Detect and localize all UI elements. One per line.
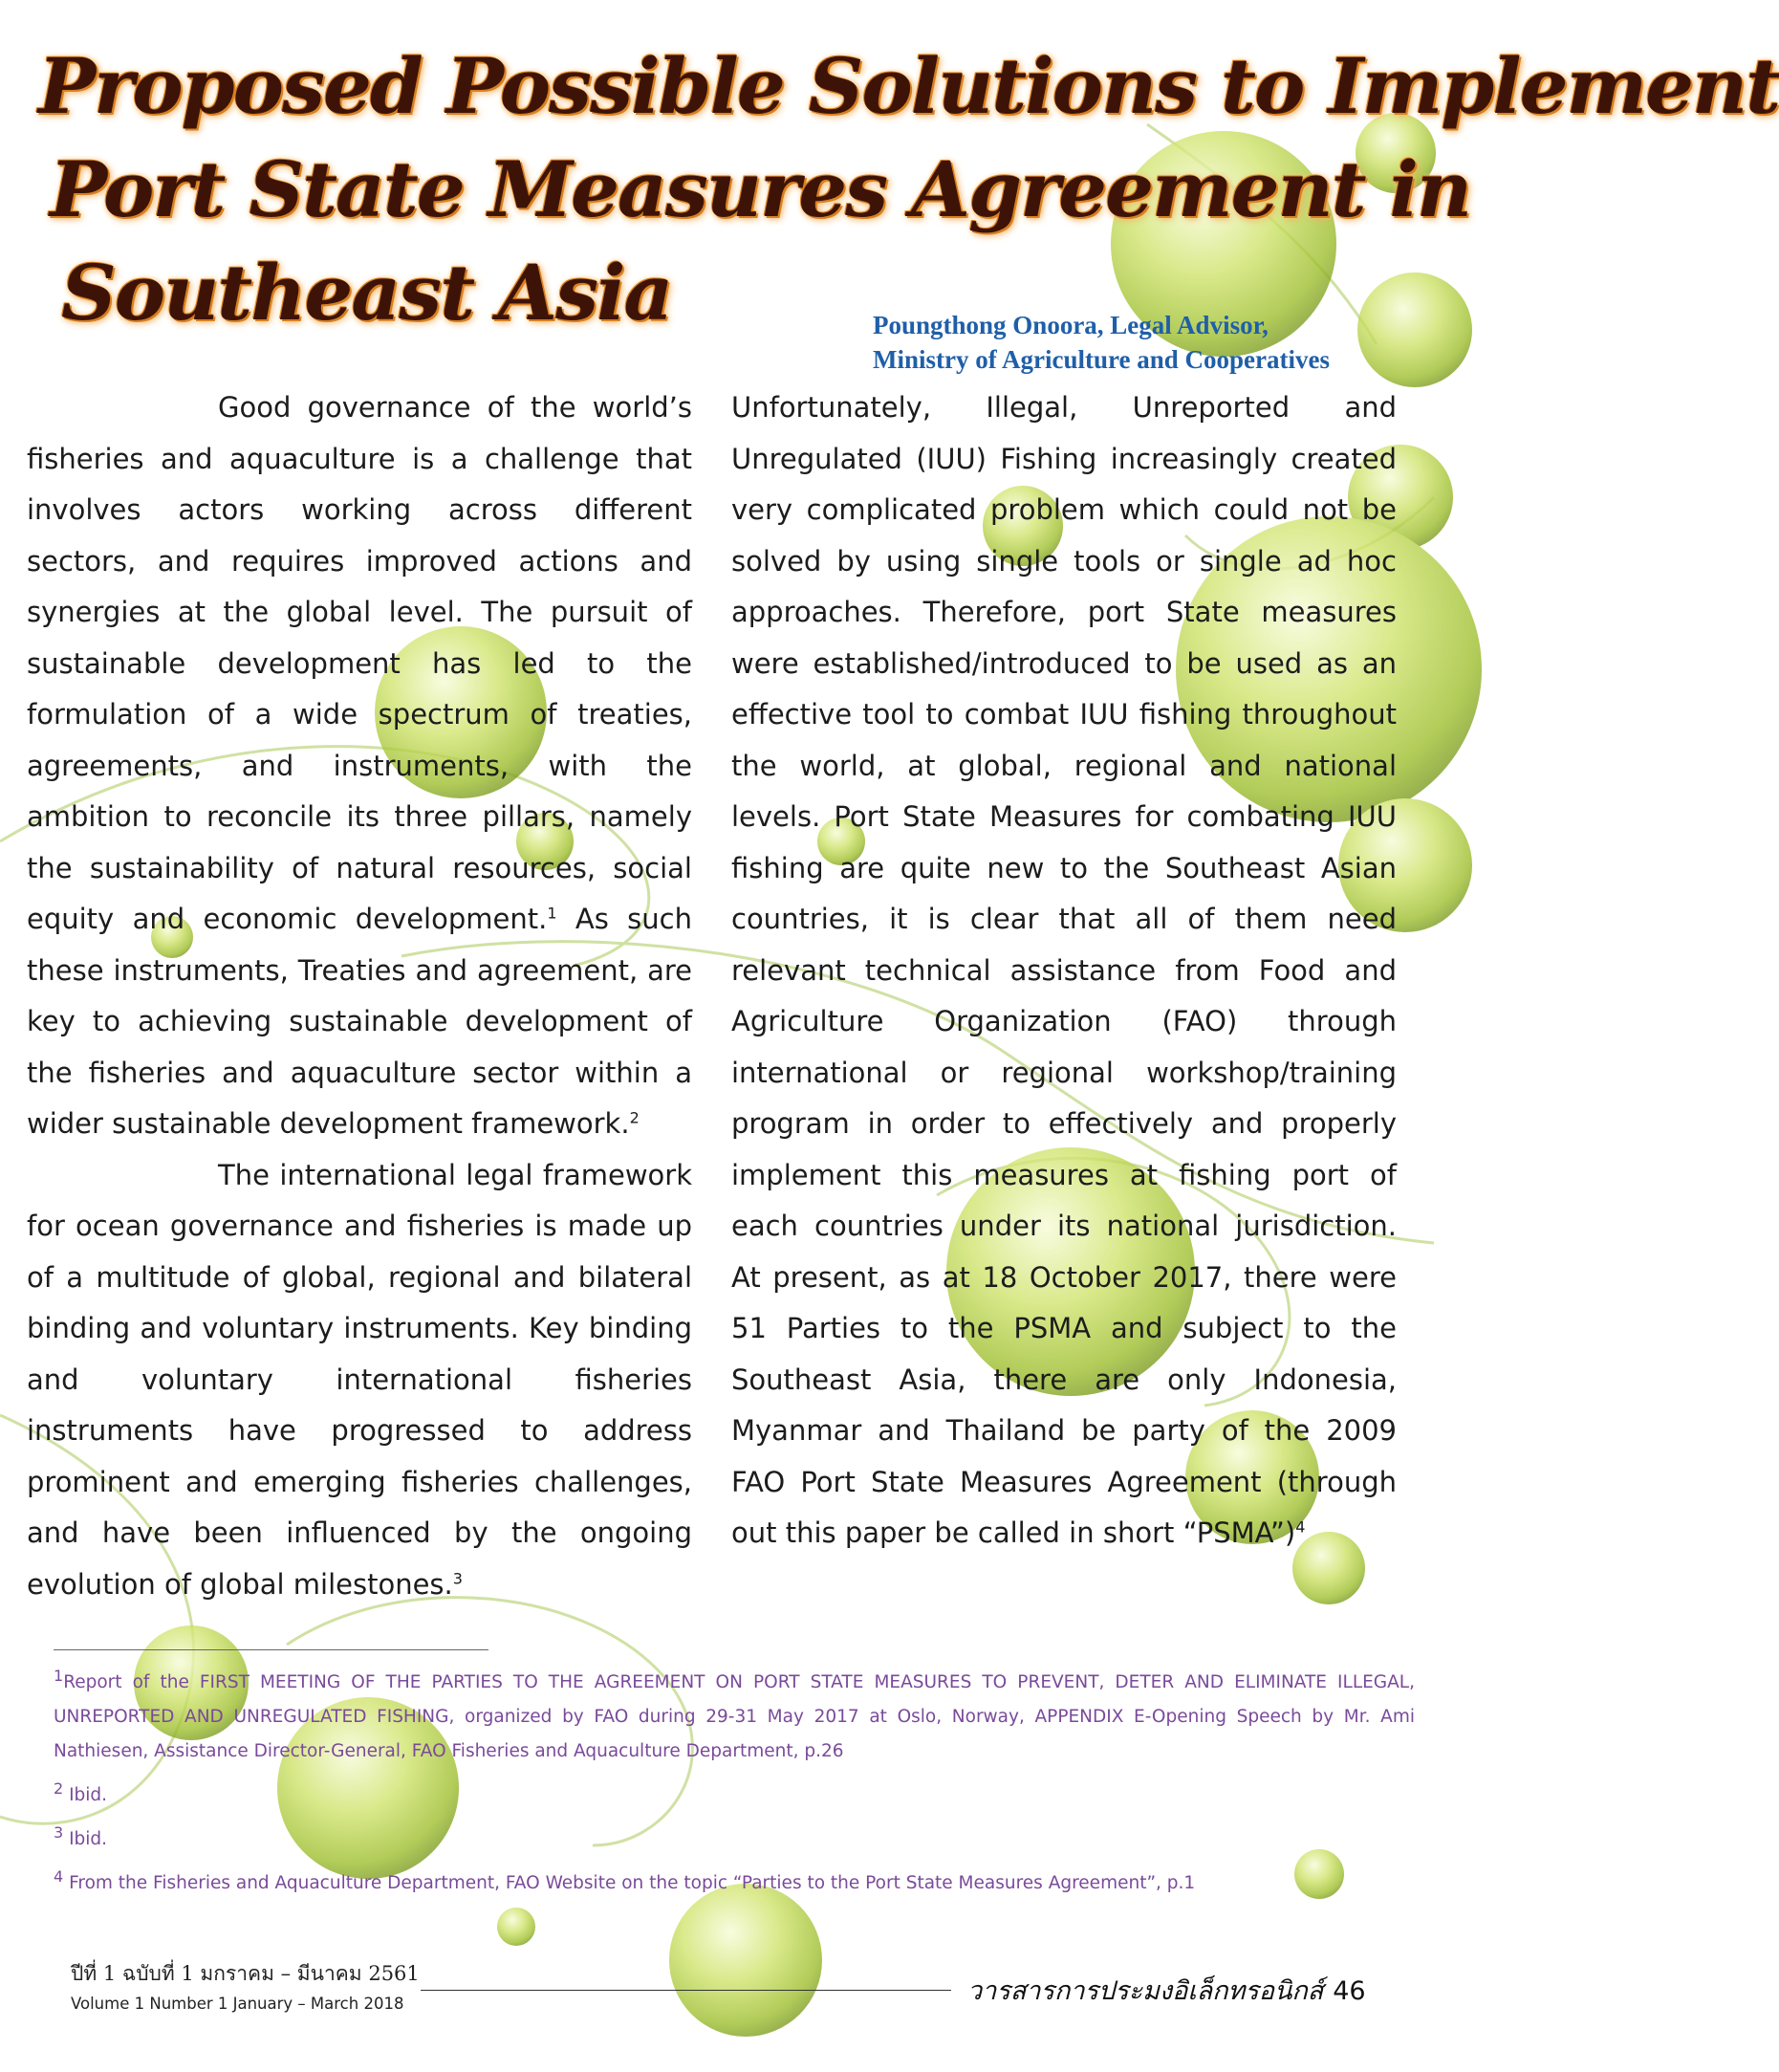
footnote-ref: 2 [629,1108,640,1127]
journal-name: วารสารการประมงอิเล็กทรอนิกส์ [967,1976,1324,2006]
footnote-3 [54,1822,1415,1857]
issue-info-thai: ปีที่ 1 ฉบับที่ 1 มกราคม – มีนาคม 2561 [71,1962,420,1985]
paragraph [27,1150,692,1611]
journal-footer [967,1970,1366,2011]
footnote-2 [54,1778,1415,1813]
author-organization: Ministry of Agriculture and Cooperatives [873,345,1330,374]
article-title [38,34,1779,344]
footnote-ref: 4 [1295,1517,1306,1537]
title-line-2: Port State Measures Agreement in [50,144,1471,234]
footnote-text: Ibid. [69,1829,108,1849]
page-number: 46 [1333,1976,1366,2006]
paragraph-text: Good governance of the world’s fisheries and aquaculture is a challenge that involves actors working across different sectors, and requires improved actions and synergies at the global level. The pursuit of sustainable development has led to the formulation of a wide spectrum of treaties, agreements, and instruments, with the ambition to reconcile its three pillars, namely the sustainability of natural resources, social equity and economic development. [27,391,692,935]
footnote-number: 3 [54,1822,64,1842]
author-name-role: Poungthong Onoora, Legal Advisor, [873,311,1269,339]
paragraph-text: Unfortunately, Illegal, Unreported and Unregulated (IUU) Fishing increasingly created very complicated problem which could not be solved by using single tools or single ad hoc approaches. Therefore, port State measures were established/introduced to be used as an effective tool to combat IUU fishing throughout the world, at global, regional and national levels. Port State Measures for combating IUU fishing are quite new to the Southeast Asian countries, it is clear that all of them need relevant technical assistance from Food and Agriculture Organization (FAO) through international or regional workshop/training program in order to effectively and properly implement this measures at fishing port of each countries under its national jurisdiction. At present, as at 18 October 2017, there were 51 Parties to the PSMA and subject to the Southeast Asia, there are only Indonesia, Myanmar and Thailand be party of the 2009 FAO Port State Measures Agreement (through out this paper be called in short “PSMA”) [731,391,1397,1549]
footnote-number: 2 [54,1778,64,1798]
paragraph [27,382,692,1150]
footnote-1 [54,1666,1415,1769]
paragraph-text: As such these instruments, Treaties and agreement, are key to achieving sustainable development of the fisheries and aquaculture sector within a wider sustainable development framework. [27,903,692,1140]
footnote-text: Ibid. [69,1785,108,1805]
footer-divider [421,1990,951,1991]
issue-info [71,1958,420,2019]
footnote-text: From the Fisheries and Aquaculture Department, FAO Website on the topic “Parties to the Port State Measures Agreement”, p.1 [69,1873,1196,1893]
footnote-ref: 3 [452,1568,463,1587]
title-line-1: Proposed Possible Solutions to Implement [38,41,1779,131]
author-block [873,308,1408,377]
paragraph [731,382,1397,1559]
issue-info-english: Volume 1 Number 1 January – March 2018 [71,1995,404,2013]
title-line-3: Southeast Asia [61,248,672,338]
footnote-divider [54,1649,488,1650]
left-column [27,382,692,1610]
right-column [731,382,1397,1559]
footnotes [54,1666,1415,1910]
footnote-ref: 1 [547,904,557,923]
footnote-text: Report of the FIRST MEETING OF THE PARTIES TO THE AGREEMENT ON PORT STATE MEASURES TO PREVENT, DETER AND ELIMINATE ILLEGAL, UNREPORTED AND UNREGULATED FISHING, organized by FAO during 29-31 May 2017 at Oslo, Norway, APPENDIX E-Opening Speech by Mr. Ami Nathiesen, Assistance Director-General, FAO Fisheries and Aquaculture Department, p.26 [54,1672,1415,1761]
footnote-4 [54,1866,1415,1901]
footnote-number: 1 [54,1666,64,1685]
footnote-number: 4 [54,1866,64,1886]
paragraph-text: The international legal framework for ocean governance and fisheries is made up of a multitude of global, regional and bilateral binding and voluntary instruments. Key binding and voluntary international fisheries instruments have progressed to address prominent and emerging fisheries challenges, and have been influenced by the ongoing evolution of global milestones. [27,1158,692,1601]
